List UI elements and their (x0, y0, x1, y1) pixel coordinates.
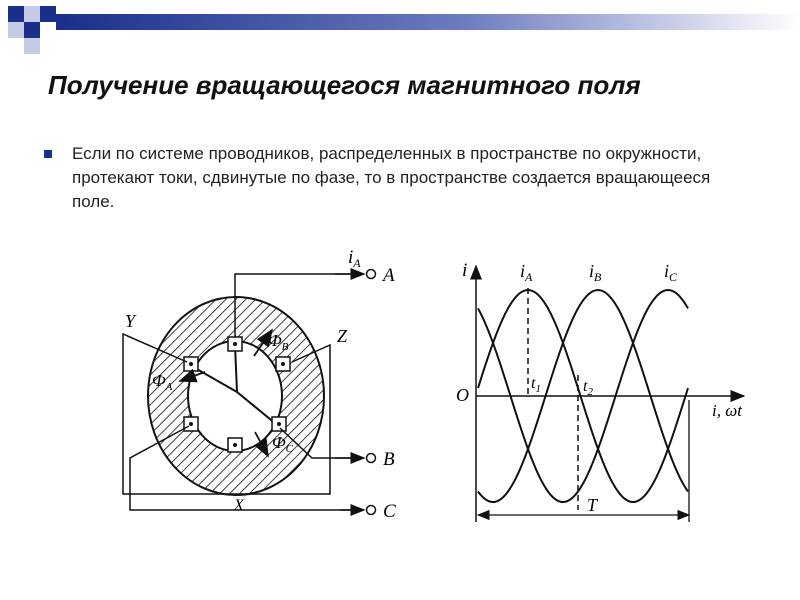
y-axis-label: i (462, 260, 468, 281)
bullet-text: Если по системе проводников, распределенных в пространстве по окружности, протекают токи, сдвинутые по фазе, то в пространстве создается вращающееся поле. (72, 144, 711, 211)
flux-b-label: $Ф_B$ (268, 331, 289, 353)
period-label: T (587, 495, 598, 515)
terminal-label-c: C (383, 501, 396, 522)
series-label-b: $i_B$ (589, 261, 602, 284)
flux-c-label: $Ф_C$ (272, 433, 294, 455)
time-mark-t1: $t_1$ (531, 375, 541, 395)
slide-title: Получение вращающегося магнитного поля (48, 70, 641, 100)
origin-label: O (456, 385, 469, 405)
series-label-a: $i_A$ (520, 261, 533, 284)
coil-end-x: X (234, 497, 244, 514)
coil-end-z: Z (337, 326, 348, 346)
terminal-label-a: A (383, 265, 395, 286)
flux-a-label: $Ф_A$ (152, 371, 173, 393)
current-label: $i_A$ (348, 247, 361, 270)
series-label-c: $i_C$ (664, 261, 678, 284)
terminal-label-b: B (383, 449, 395, 470)
coil-end-y: Y (125, 311, 136, 331)
x-axis-label: i, ωt (712, 401, 742, 420)
time-mark-t2: $t_2$ (583, 378, 593, 398)
